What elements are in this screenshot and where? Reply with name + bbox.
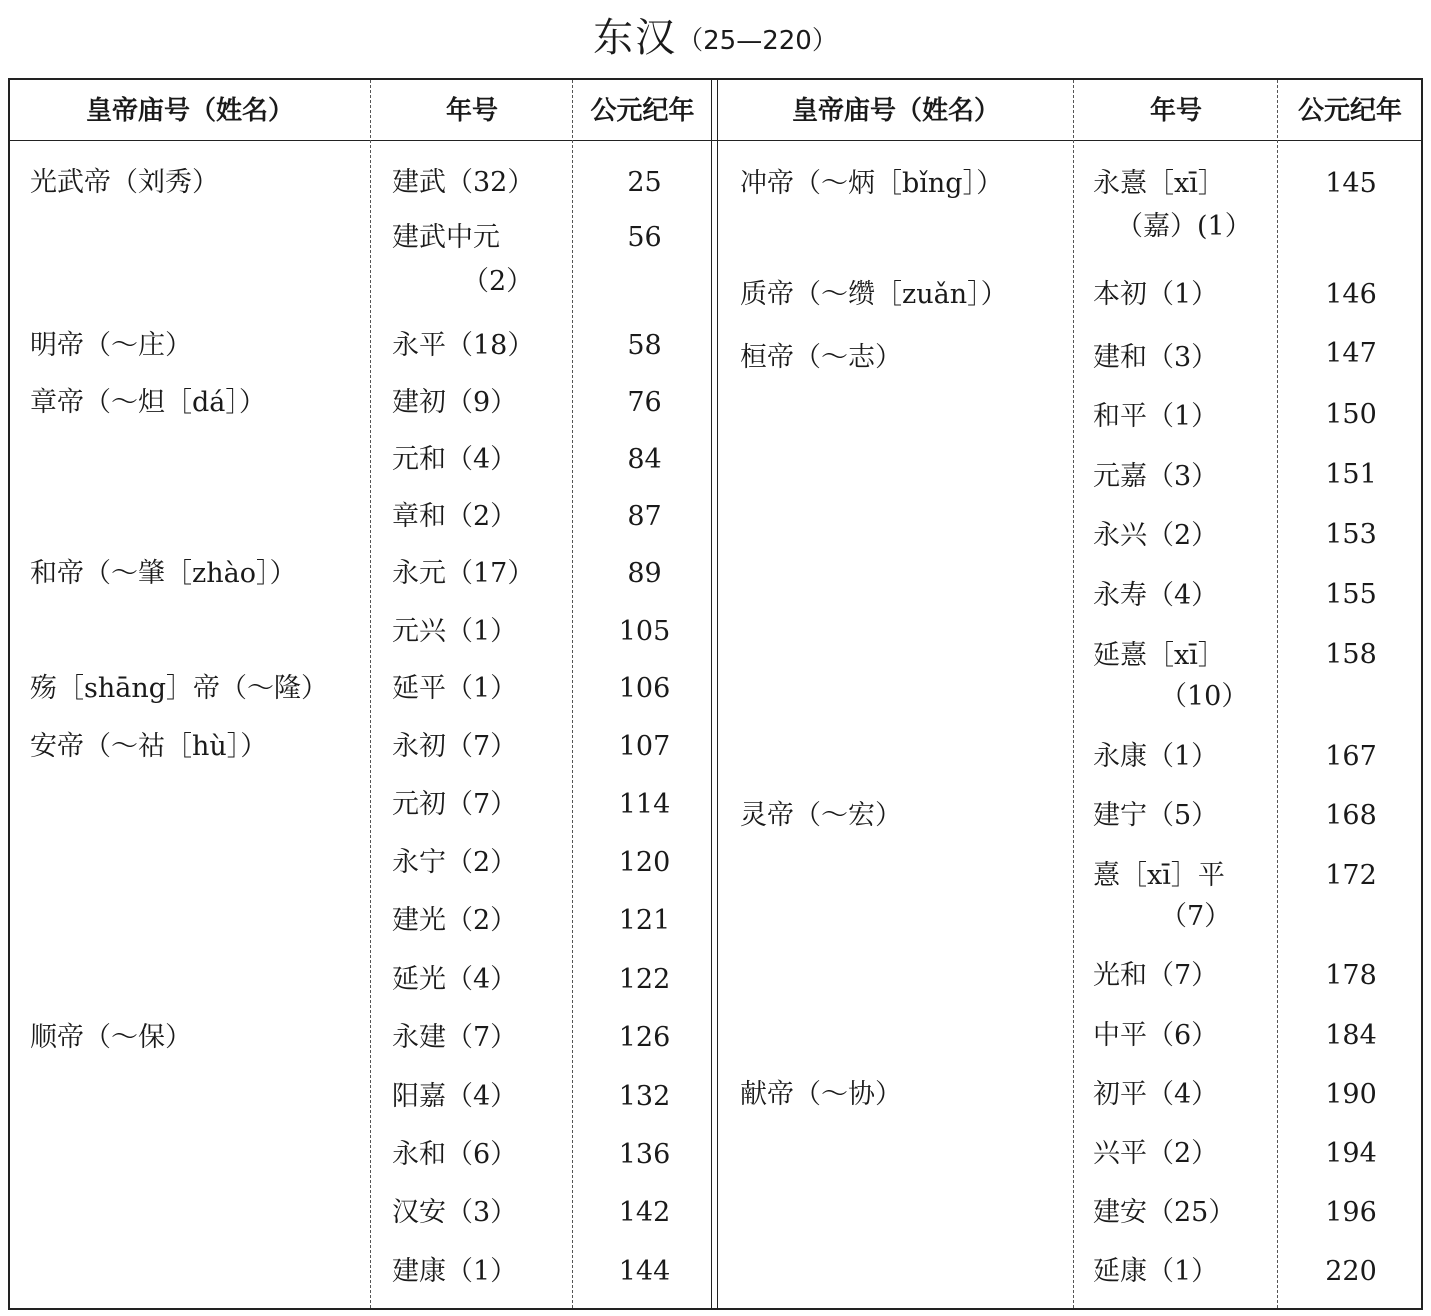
era-cell: 元嘉（3）: [1093, 461, 1219, 492]
era-cell: 延平（1）: [392, 673, 518, 704]
year-cell: 184: [1325, 1020, 1377, 1051]
header-year-left: 公元纪年: [590, 96, 695, 126]
year-cell: 190: [1325, 1079, 1377, 1110]
year-cell: 56: [627, 222, 662, 253]
era-cell: 建康（1）: [392, 1256, 518, 1287]
emperor-cell: 冲帝（～炳［bǐng］）: [740, 168, 1004, 199]
era-cell: 永初（7）: [392, 731, 518, 762]
year-cell: 84: [627, 444, 662, 475]
column-divider: [370, 80, 371, 1308]
year-cell: 126: [618, 1022, 671, 1053]
emperor-cell: 安帝（～祜［hù］）: [30, 731, 268, 762]
emperor-cell: 献帝（～协）: [740, 1079, 902, 1110]
era-cell: 永寿（4）: [1093, 580, 1219, 611]
era-cell: （2）: [462, 266, 534, 297]
header-era-right: 年号: [1149, 96, 1202, 126]
era-cell: 延憙［xī］: [1093, 640, 1225, 671]
year-cell: 168: [1325, 800, 1377, 831]
era-cell: （7）: [1160, 901, 1232, 932]
emperor-cell: 明帝（～庄）: [30, 330, 192, 361]
era-cell: 中平（6）: [1093, 1020, 1219, 1051]
era-cell: 元兴（1）: [392, 616, 518, 647]
era-cell: 章和（2）: [392, 501, 518, 532]
year-cell: 76: [627, 387, 662, 418]
era-cell: 永憙［xī］: [1093, 168, 1225, 199]
page-title: [0, 4, 1431, 72]
era-cell: 永宁（2）: [392, 847, 518, 878]
year-cell: 142: [618, 1197, 671, 1228]
emperor-cell: 光武帝（刘秀）: [30, 167, 219, 198]
year-cell: 155: [1325, 579, 1377, 610]
era-cell: 建武（32）: [392, 167, 535, 198]
emperor-cell: 和帝（～肇［zhào］）: [30, 558, 297, 589]
era-cell: 永兴（2）: [1093, 520, 1219, 551]
era-cell: （嘉）(1）: [1116, 211, 1252, 242]
era-cell: 永和（6）: [392, 1139, 518, 1170]
year-cell: 25: [627, 167, 662, 198]
column-divider: [1073, 80, 1074, 1308]
year-cell: 121: [618, 905, 671, 936]
era-cell: 初平（4）: [1093, 1079, 1219, 1110]
year-cell: 150: [1325, 399, 1377, 430]
year-cell: 196: [1325, 1197, 1377, 1228]
era-cell: （10）: [1160, 681, 1249, 712]
title-main: 东汉: [593, 15, 678, 61]
year-cell: 106: [618, 673, 671, 704]
emperor-cell: 章帝（～炟［dá］）: [30, 387, 266, 418]
era-cell: 建武中元: [392, 222, 500, 253]
era-cell: 建光（2）: [392, 905, 518, 936]
era-cell: 建初（9）: [392, 387, 518, 418]
year-cell: 144: [618, 1256, 671, 1287]
era-cell: 光和（7）: [1093, 960, 1219, 991]
era-cell: 元初（7）: [392, 789, 518, 820]
era-cell: 元和（4）: [392, 444, 518, 475]
emperor-cell: 顺帝（～保）: [30, 1022, 192, 1053]
header-era-left: 年号: [445, 96, 498, 126]
header-divider: [8, 140, 1423, 141]
year-cell: 153: [1325, 519, 1377, 550]
year-cell: 107: [618, 731, 671, 762]
era-cell: 建宁（5）: [1093, 800, 1219, 831]
year-cell: 132: [618, 1081, 671, 1112]
year-cell: 146: [1325, 279, 1377, 310]
year-cell: 136: [618, 1139, 671, 1170]
era-cell: 本初（1）: [1093, 279, 1219, 310]
era-cell: 延康（1）: [1093, 1256, 1219, 1287]
header-year-right: 公元纪年: [1297, 96, 1402, 126]
year-cell: 105: [618, 616, 671, 647]
year-cell: 114: [618, 789, 671, 820]
emperor-cell: 质帝（～缵［zuǎn］）: [740, 279, 1008, 310]
era-cell: 永建（7）: [392, 1022, 518, 1053]
year-cell: 122: [618, 964, 671, 995]
era-cell: 阳嘉（4）: [392, 1081, 518, 1112]
column-divider: [572, 80, 573, 1308]
year-cell: 167: [1325, 741, 1377, 772]
year-cell: 220: [1325, 1256, 1377, 1287]
year-cell: 120: [618, 847, 671, 878]
header-emperor-right: 皇帝庙号（姓名）: [791, 96, 1000, 126]
emperor-cell: 桓帝（～志）: [740, 342, 902, 373]
year-cell: 145: [1325, 168, 1377, 199]
year-cell: 158: [1325, 639, 1377, 670]
era-cell: 汉安（3）: [392, 1197, 518, 1228]
era-cell: 憙［xī］平: [1093, 860, 1225, 891]
era-cell: 建安（25）: [1093, 1197, 1236, 1228]
era-cell: 兴平（2）: [1093, 1138, 1219, 1169]
era-cell: 永平（18）: [392, 330, 535, 361]
year-cell: 178: [1325, 960, 1377, 991]
year-cell: 194: [1325, 1138, 1377, 1169]
year-cell: 58: [627, 330, 662, 361]
era-cell: 延光（4）: [392, 964, 518, 995]
emperor-cell: 灵帝（～宏）: [740, 800, 902, 831]
era-cell: 永康（1）: [1093, 741, 1219, 772]
title-range: （25—220）: [677, 26, 838, 56]
year-cell: 147: [1325, 338, 1377, 369]
half-divider: [717, 80, 718, 1308]
year-cell: 172: [1325, 860, 1377, 891]
year-cell: 87: [627, 501, 662, 532]
column-divider: [1277, 80, 1278, 1308]
era-cell: 和平（1）: [1093, 401, 1219, 432]
era-cell: 永元（17）: [392, 558, 535, 589]
year-cell: 89: [627, 558, 662, 589]
year-cell: 151: [1325, 459, 1377, 490]
era-cell: 建和（3）: [1093, 342, 1219, 373]
emperor-cell: 殇［shāng］帝（～隆）: [30, 673, 329, 704]
header-emperor-left: 皇帝庙号（姓名）: [85, 96, 294, 126]
